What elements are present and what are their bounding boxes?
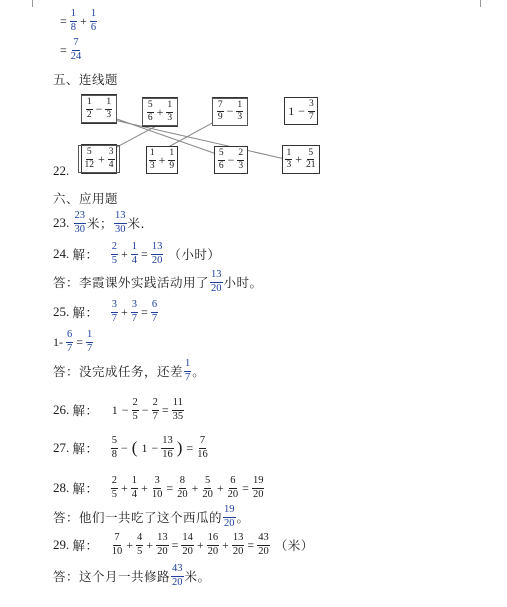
section-title: 六、应用题: [53, 191, 119, 206]
step-line-1: = $\frac{1}{8}$ + $\frac{1}{6}$: [60, 8, 97, 33]
match-box-bottom-2[interactable]: $\frac{1}{3}$ + $\frac{1}{9}$: [146, 146, 178, 174]
answer-29: 29. 解： $\frac{7}{10}$ + $\frac{4}{5}$ + $\frac{13}{20}$ = $\frac{14}{20}$ + $\frac{16}{20}$ + $\frac{13}{20}$ = $\frac{43}{20}$ （米）: [53, 532, 314, 557]
match-box-bottom-3[interactable]: $\frac{5}{6}$ − $\frac{2}{3}$: [214, 146, 248, 174]
match-box-top-3[interactable]: $\frac{7}{9}$ − $\frac{1}{3}$: [212, 97, 248, 126]
answer-25: 25. 解： $\frac{3}{7}$ + $\frac{3}{7}$ = $\frac{6}{7}$: [53, 299, 158, 324]
fraction: $\frac{1}{6}$: [90, 8, 97, 33]
fraction: $\frac{7}{24}$: [70, 37, 82, 62]
answer-line-29: 答：这个月一共修路 $\frac{43}{20}$ 米。: [53, 563, 211, 588]
answer-line-24: 答：李霞课外实践活动用了 $\frac{13}{20}$ 小时。: [53, 269, 263, 294]
answer-27: 27. 解： $\frac{5}{8}$ − ( 1 − $\frac{13}{16}$ ) = $\frac{7}{16}$: [53, 435, 208, 460]
answer-25-step: 1- $\frac{6}{7}$ = $\frac{1}{7}$: [53, 329, 93, 354]
answer-line-25: 答：没完成任务，还差 $\frac{1}{7}$ 。: [53, 358, 206, 383]
answer-28: 28. 解： $\frac{2}{5}$ + $\frac{1}{4}$ + $\frac{3}{10}$ = $\frac{8}{20}$ + $\frac{5}{20}$ + $\frac{6}{20}$ = $\frac{19}{20}$: [53, 475, 264, 500]
match-box-top-4[interactable]: 1 − $\frac{3}{7}$: [284, 97, 318, 125]
answer-26: 26. 解： 1 − $\frac{2}{5}$ − $\frac{2}{7}$ = $\frac{11}{35}$: [53, 397, 184, 422]
match-box-bottom-4[interactable]: $\frac{1}{3}$ + $\frac{5}{21}$: [282, 145, 320, 174]
answer-23: 23. $\frac{23}{30}$ 米； $\frac{13}{30}$ 米.: [53, 210, 145, 235]
section-title: 五、连线题: [53, 72, 119, 87]
fraction: $\frac{1}{8}$: [70, 8, 77, 33]
answer-line-28: 答：他们一共吃了这个西瓜的 $\frac{19}{20}$ 。: [53, 504, 250, 529]
answer-24: 24. 解： $\frac{2}{5}$ + $\frac{1}{4}$ = $\frac{13}{20}$ （小时）: [53, 241, 221, 266]
match-box-bottom-1[interactable]: $\frac{5}{12}$ + $\frac{3}{4}$: [81, 144, 117, 174]
question-number: 22.: [53, 163, 70, 178]
match-box-top-1[interactable]: $\frac{1}{2}$ − $\frac{1}{3}$: [81, 94, 117, 124]
step-line-2: = $\frac{7}{24}$: [60, 37, 82, 62]
match-box-top-2[interactable]: $\frac{5}{6}$ + $\frac{1}{3}$: [142, 97, 178, 127]
